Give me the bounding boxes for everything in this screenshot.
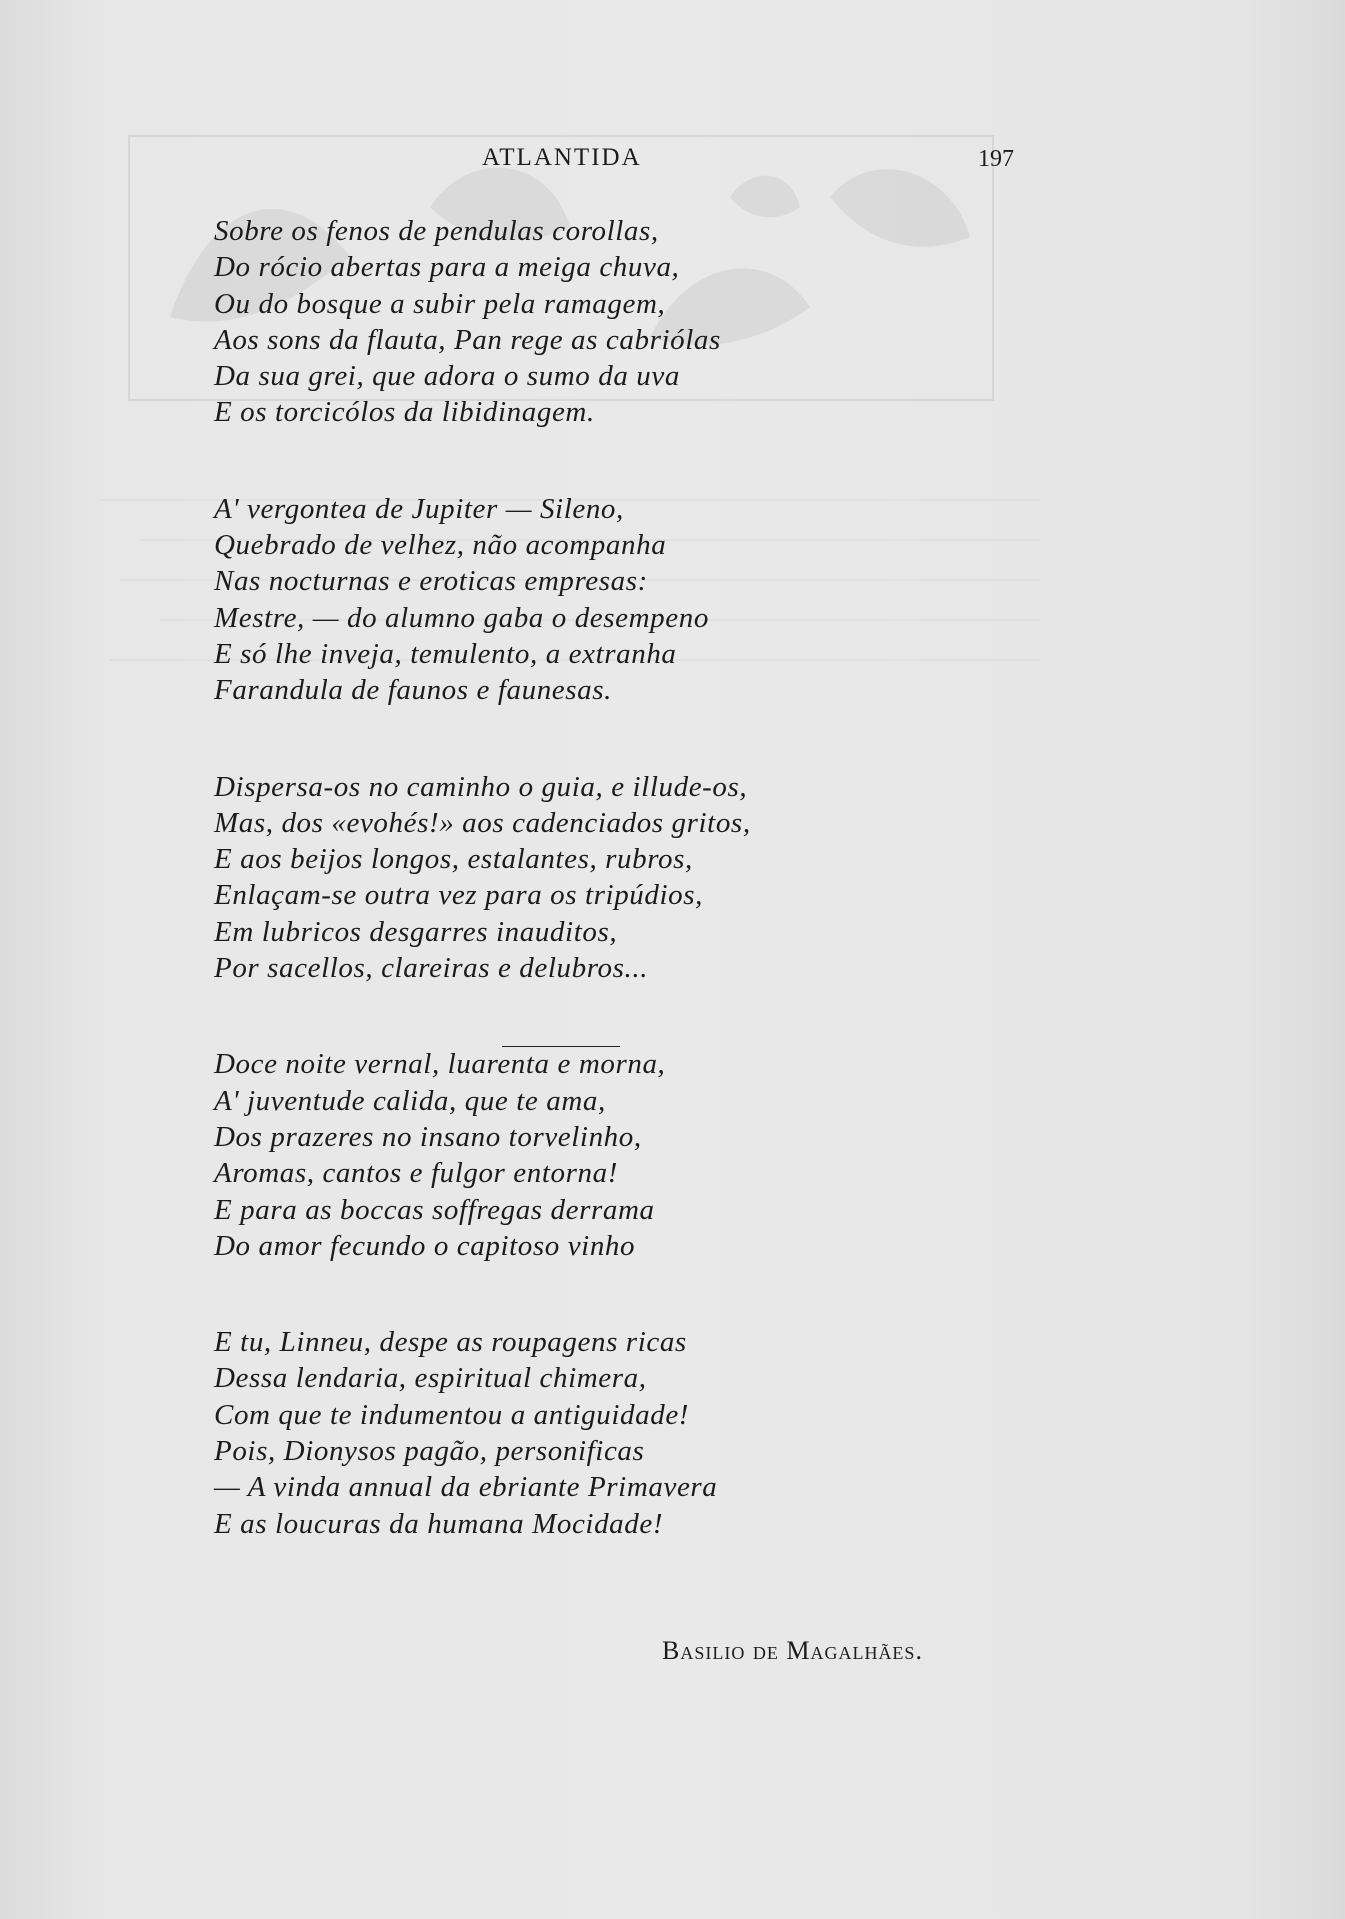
stanza-gap <box>214 709 751 769</box>
stanza-5 <box>214 1324 751 1542</box>
poem-line: Dos prazeres no insano torvelinho, <box>214 1120 642 1153</box>
poem-line: Com que te indumentou a antiguidade! <box>214 1398 690 1431</box>
poem-line: E as loucuras da humana Mocidade! <box>214 1507 664 1540</box>
poem-line: Em lubricos desgarres inauditos, <box>214 915 618 948</box>
poem-line: Pois, Dionysos pagão, personificas <box>214 1435 645 1468</box>
poem-line: Mas, dos «evohés!» aos cadenciados gritos, <box>214 806 751 839</box>
poem-line: Aos sons da flauta, Pan rege as cabriólas <box>214 323 721 356</box>
poem-line: Do rócio abertas para a meiga chuva, <box>214 251 680 284</box>
poem-line: Mestre, — do alumno gaba o desempeno <box>214 601 709 634</box>
poem-line: Por sacellos, clareiras e delubros... <box>214 952 649 985</box>
stanza-3 <box>214 769 751 987</box>
poem-line: E aos beijos longos, estalantes, rubros, <box>214 843 693 876</box>
poem-line: Farandula de faunos e faunesas. <box>214 674 612 707</box>
stanza-2 <box>214 491 751 709</box>
poem-line: Do amor fecundo o capitoso vinho <box>214 1229 636 1262</box>
poem-line: — A vinda annual da ebriante Primavera <box>214 1471 718 1504</box>
poem-line: Doce noite vernal, luarenta e morna, <box>214 1048 666 1081</box>
poem-line: E os torcicólos da libidinagem. <box>214 396 595 429</box>
page-header <box>0 144 1345 180</box>
poem-line: E para as boccas soffregas derrama <box>214 1193 655 1226</box>
stanza-gap <box>214 1264 751 1324</box>
stanza-4 <box>214 1046 751 1264</box>
stanza-1 <box>214 213 751 431</box>
poem <box>214 213 751 1542</box>
poem-line: Nas nocturnas e eroticas empresas: <box>214 565 648 598</box>
stanza-gap <box>214 986 751 1046</box>
poem-line: A' vergontea de Jupiter — Sileno, <box>214 492 624 525</box>
poem-line: Enlaçam-se outra vez para os tripúdios, <box>214 879 703 912</box>
stanza-gap <box>214 431 751 491</box>
poem-line: Aromas, cantos e fulgor entorna! <box>214 1157 618 1190</box>
poem-line: Dessa lendaria, espiritual chimera, <box>214 1362 647 1395</box>
running-title: ATLANTIDA <box>482 144 642 171</box>
poem-line: Sobre os fenos de pendulas corollas, <box>214 215 659 247</box>
poem-line: Quebrado de velhez, não acompanha <box>214 529 667 562</box>
poem-line: A' juventude calida, que te ama, <box>214 1084 606 1117</box>
author-signature: Basilio de Magalhães. <box>662 1636 923 1665</box>
page-number: 197 <box>978 146 1014 172</box>
poem-line: Ou do bosque a subir pela ramagem, <box>214 287 666 320</box>
section-divider <box>502 1046 620 1047</box>
poem-line: Dispersa-os no caminho o guia, e illude-os, <box>214 770 748 803</box>
poem-line: Da sua grei, que adora o sumo da uva <box>214 360 680 393</box>
poem-line: E tu, Linneu, despe as roupagens ricas <box>214 1326 687 1359</box>
poem-line: E só lhe inveja, temulento, a extranha <box>214 637 677 670</box>
